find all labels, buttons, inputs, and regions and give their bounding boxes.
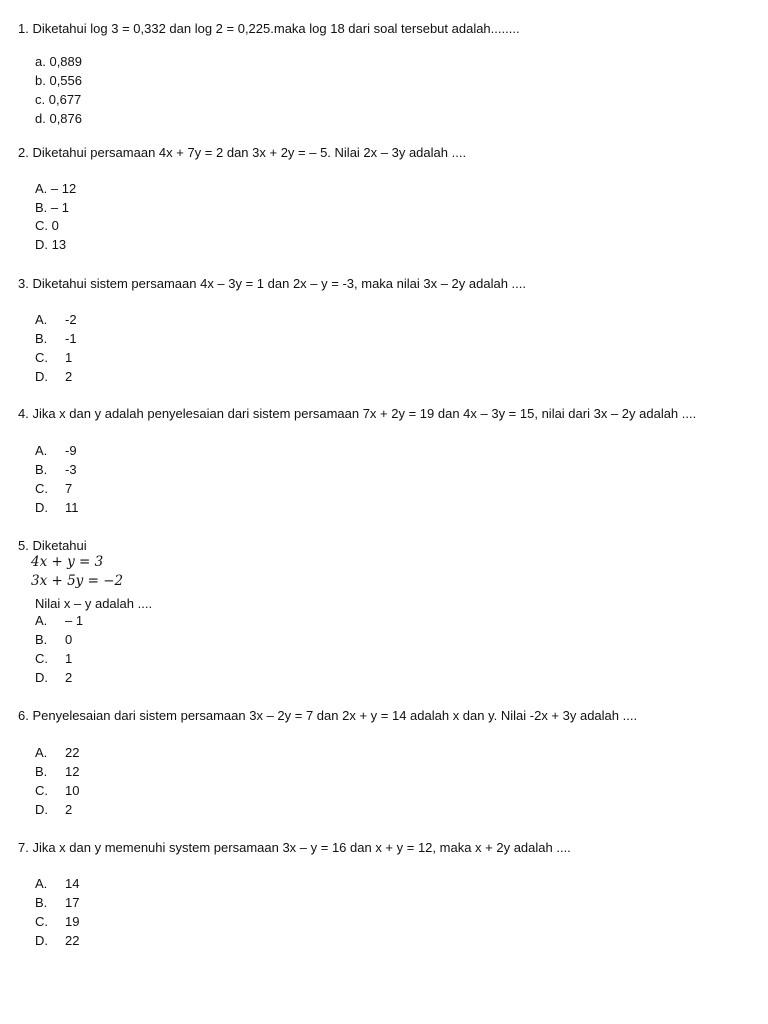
question-7-prompt: 7. Jika x dan y memenuhi system persamaan 3x – y = 16 dan x + y = 12, maka x + 2y adalah .... <box>18 840 571 855</box>
question-7-option-a <box>35 876 79 892</box>
option-letter: B. <box>35 632 48 647</box>
question-5-option-d <box>35 670 72 686</box>
question-6-option-d <box>35 802 72 818</box>
option-letter: d. <box>35 111 46 126</box>
question-6-option-b <box>35 764 79 780</box>
option-letter: D. <box>35 369 48 384</box>
question-7-option-c <box>35 914 79 930</box>
option-value: -9 <box>65 443 77 458</box>
option-letter: C. <box>35 783 48 798</box>
option-letter: B. <box>35 200 48 215</box>
question-5-option-a <box>35 613 83 629</box>
question-3-option-b <box>35 331 77 347</box>
option-value: – 12 <box>50 181 77 196</box>
option-value: 17 <box>65 895 80 910</box>
option-letter: C. <box>35 481 48 496</box>
question-6-option-a <box>35 745 79 761</box>
question-2-option-b <box>35 200 69 216</box>
option-value: 13 <box>51 237 67 252</box>
option-value: 0 <box>65 632 73 647</box>
option-value: 2 <box>65 802 73 817</box>
question-5-option-c <box>35 651 72 667</box>
option-value: 22 <box>65 933 80 948</box>
question-2-option-c <box>35 218 59 234</box>
question-1-prompt: 1. Diketahui log 3 = 0,332 dan log 2 = 0,225.maka log 18 dari soal tersebut adalah........ <box>18 21 520 36</box>
option-letter: A. <box>35 443 48 458</box>
option-value: 0,889 <box>49 54 83 69</box>
option-letter: B. <box>35 331 48 346</box>
option-value: 19 <box>65 914 80 929</box>
option-value: 0,677 <box>48 92 82 107</box>
question-6-prompt: 6. Penyelesaian dari sistem persamaan 3x – 2y = 7 dan 2x + y = 14 adalah x dan y. Nilai -2x + 3y adalah .... <box>18 708 638 723</box>
question-1-option-c <box>35 92 81 108</box>
question-5-prompt: 5. Diketahui <box>18 538 87 553</box>
option-value: -1 <box>65 331 77 346</box>
question-5-follow-up: Nilai x – y adalah .... <box>35 596 153 611</box>
option-value: 10 <box>65 783 80 798</box>
option-value: 0 <box>51 218 59 233</box>
option-letter: D. <box>35 237 48 252</box>
option-letter: D. <box>35 500 48 515</box>
question-1-option-a <box>35 54 82 70</box>
question-1-option-b <box>35 73 82 89</box>
option-letter: C. <box>35 218 48 233</box>
option-letter: B. <box>35 895 48 910</box>
question-5-option-b <box>35 632 72 648</box>
option-letter: D. <box>35 933 48 948</box>
option-value: -2 <box>65 312 77 327</box>
option-letter: C. <box>35 350 48 365</box>
question-4-option-c <box>35 481 72 497</box>
question-2-prompt: 2. Diketahui persamaan 4x + 7y = 2 dan 3x + 2y = – 5. Nilai 2x – 3y adalah .... <box>18 145 467 160</box>
question-3-option-a <box>35 312 77 328</box>
option-letter: A. <box>35 613 48 628</box>
question-3-prompt: 3. Diketahui sistem persamaan 4x – 3y = 1 dan 2x – y = -3, maka nilai 3x – 2y adalah .... <box>18 276 526 291</box>
option-value: 12 <box>65 764 80 779</box>
option-letter: A. <box>35 312 48 327</box>
option-value: – 1 <box>50 200 69 215</box>
option-value: 2 <box>65 670 73 685</box>
option-letter: D. <box>35 802 48 817</box>
question-4-prompt: 4. Jika x dan y adalah penyelesaian dari sistem persamaan 7x + 2y = 19 dan 4x – 3y = 15, nilai dari 3x – 2y adalah .... <box>18 406 697 421</box>
question-7-option-d <box>35 933 79 949</box>
option-value: 14 <box>65 876 80 891</box>
question-3-option-c <box>35 350 72 366</box>
option-value: 0,556 <box>49 73 83 88</box>
option-letter: c. <box>35 92 46 107</box>
option-value: 7 <box>65 481 73 496</box>
option-letter: A. <box>35 181 48 196</box>
question-1-option-d <box>35 111 82 127</box>
option-letter: a. <box>35 54 46 69</box>
equation-2: 3x + 5y = −2 <box>31 573 124 589</box>
option-value: 1 <box>65 350 73 365</box>
equation-1: 4x + y = 3 <box>31 554 104 570</box>
question-4-option-a <box>35 443 77 459</box>
option-letter: b. <box>35 73 46 88</box>
option-letter: C. <box>35 651 48 666</box>
option-value: 1 <box>65 651 73 666</box>
option-value: 2 <box>65 369 73 384</box>
question-2-option-a <box>35 181 76 197</box>
option-value: 0,876 <box>49 111 83 126</box>
option-letter: A. <box>35 745 48 760</box>
option-value: -3 <box>65 462 77 477</box>
option-letter: C. <box>35 914 48 929</box>
option-letter: B. <box>35 764 48 779</box>
option-value: – 1 <box>65 613 84 628</box>
question-2-option-d <box>35 237 66 253</box>
option-letter: A. <box>35 876 48 891</box>
question-4-option-b <box>35 462 77 478</box>
question-6-option-c <box>35 783 79 799</box>
option-letter: D. <box>35 670 48 685</box>
option-value: 22 <box>65 745 80 760</box>
question-3-option-d <box>35 369 72 385</box>
option-value: 11 <box>65 500 79 515</box>
option-letter: B. <box>35 462 48 477</box>
question-4-option-d <box>35 500 79 516</box>
question-7-option-b <box>35 895 79 911</box>
